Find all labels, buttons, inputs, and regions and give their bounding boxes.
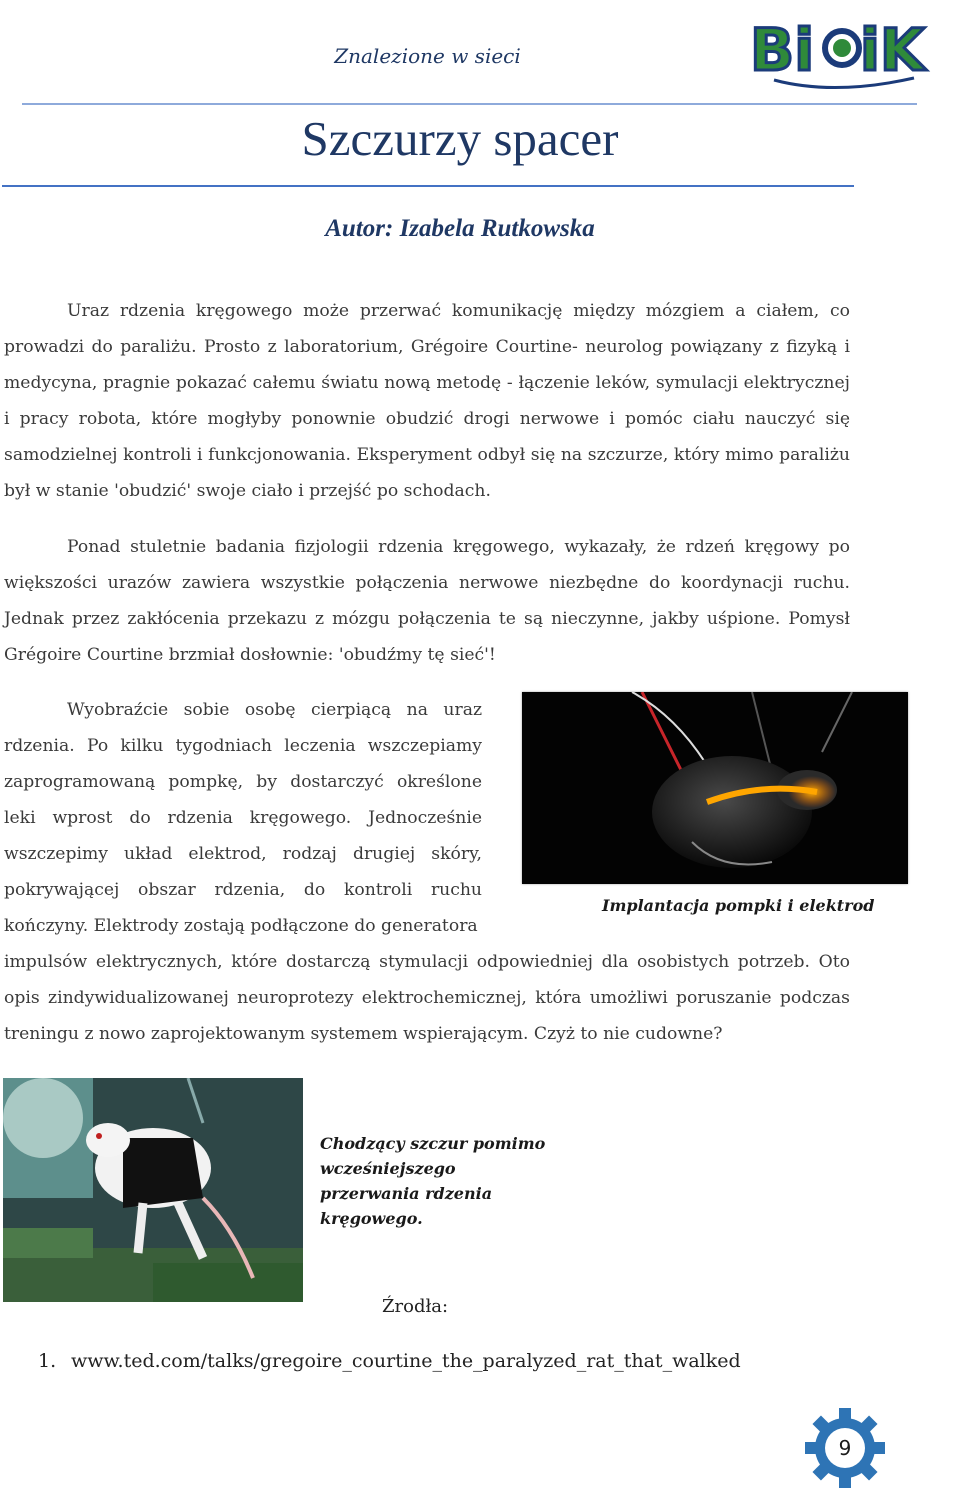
- article-paragraph-2: [4, 529, 850, 673]
- figure-2-caption: Chodzący szczur pomimo wcześniejszego przerwania rdzenia kręgowego.: [320, 1134, 546, 1228]
- article-paragraph-3: [4, 692, 482, 944]
- sources-label: Źrodła:: [382, 1296, 449, 1317]
- article-paragraph-1: [4, 293, 850, 509]
- svg-text:iK: iK: [860, 16, 925, 84]
- svg-text:Bi: Bi: [750, 16, 815, 84]
- paragraph-2-text: Ponad stuletnie badania fizjologii rdzenia kręgowego, wykazały, że rdzeń kręgowy po większości urazów zawiera wszystkie połączenia nerwowe niezbędne do koordynacji ruchu. Jednak przez zakłócenia przekazu z mózgu połączenia te są nieczynne, jakby uśpione. Pomysł Grégoire Courtine brzmiał dosłownie: 'obudźmy tę sieć'!: [4, 537, 850, 665]
- biotik-logo: [744, 4, 942, 92]
- source-item: [38, 1350, 741, 1372]
- article-paragraph-4: [4, 944, 850, 1052]
- source-item-link[interactable]: www.ted.com/talks/gregoire_courtine_the_paralyzed_rat_that_walked: [71, 1350, 741, 1372]
- implant-photo: [522, 692, 908, 884]
- paragraph-1-text: Uraz rdzenia kręgowego może przerwać komunikację między mózgiem a ciałem, co prowadzi do paraliżu. Prosto z laboratorium, Grégoire Courtine- neurolog powiązany z fizyką i medycyna, pragnie pokazać całemu światu nową metodę - łączenie leków, symulacji elektrycznej i pracy robota, które mogłyby ponownie obudzić drogi nerwowe i pomóc ciału nauczyć się samodzielnej kontroli i funkcjonowania. Eksperyment odbył się na szczurze, który mimo paraliżu był w stanie 'obudzić' swoje ciało i przejść po schodach.: [4, 301, 850, 501]
- header-rule: [22, 103, 917, 105]
- paragraph-3-text: Wyobraźcie sobie osobę cierpiącą na uraz rdzenia. Po kilku tygodniach leczenia wszczepiamy zaprogramowaną pompkę, by dostarczyć określone leki wprost do rdzenia kręgowego. Jednocześnie wszczepimy układ elektrod, rodzaj drugiej skóry, pokrywającej obszar rdzenia, do kontroli ruchu kończyny. Elektrody zostają podłączone do generatora: [4, 700, 482, 936]
- article-title: Szczurzy spacer: [301, 111, 619, 166]
- page-number: 9: [838, 1436, 852, 1460]
- article-author: Autor: Izabela Rutkowska: [325, 215, 595, 242]
- figure-1-caption: Implantacja pompki i elektrod: [602, 896, 875, 915]
- paragraph-4-text: impulsów elektrycznych, które dostarczą stymulacji odpowiedniej dla osobistych potrzeb. Oto opis zindywidualizowanej neuroprotezy elektrochemicznej, która umożliwi poruszanie podczas treningu z nowo zaprojektowanym systemem wspierającym. Czyż to nie cudowne?: [4, 952, 850, 1044]
- title-rule: [2, 185, 854, 187]
- source-item-number: 1.: [38, 1350, 57, 1372]
- header-tagline: Znalezione w sieci: [334, 44, 521, 68]
- walking-rat-photo: [3, 1078, 303, 1302]
